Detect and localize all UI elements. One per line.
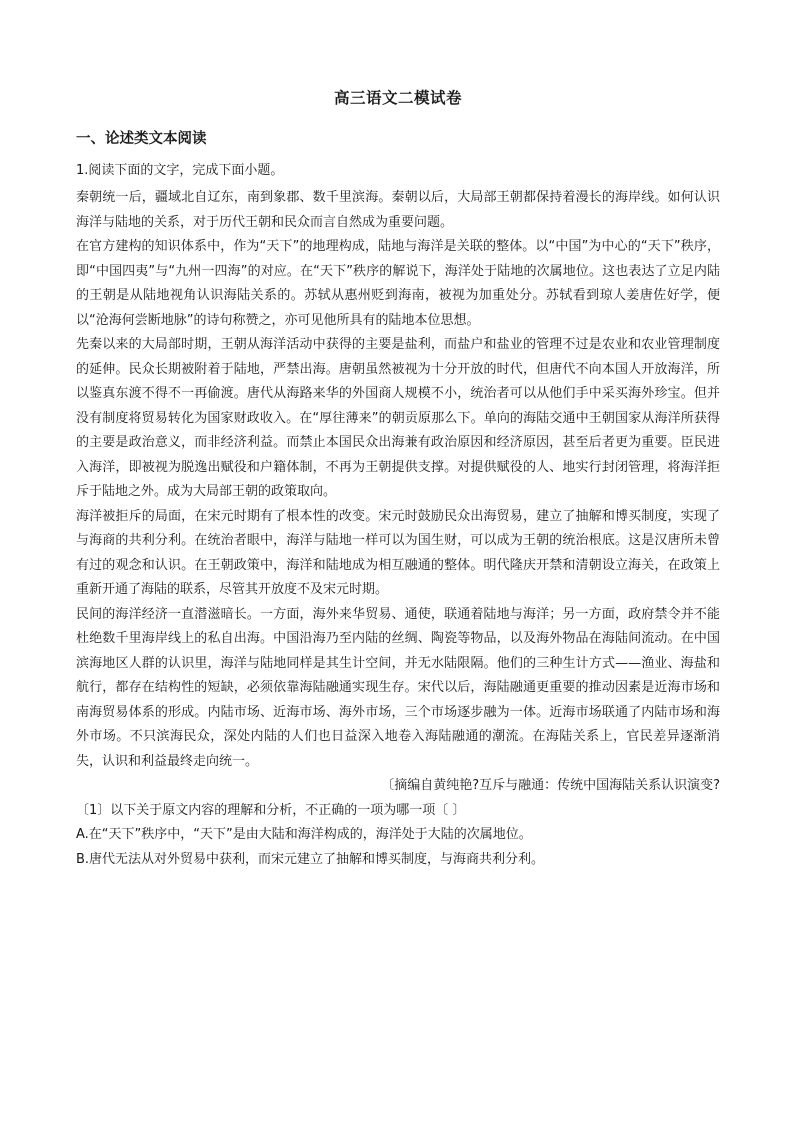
reading-passage xyxy=(76,186,720,872)
section-heading: 一、论述类文本阅读 xyxy=(76,131,207,147)
passage-paragraph-2: 在官方建构的知识体系中，作为“天下”的地理构成，陆地与海洋是关联的整体。以“中国”为中心的“天下”秩序，即“中国四夷”与“九州一四海”的对应。在“天下”秩序的解说下，海洋处于陆地的次属地位。这也表达了立足内陆的王朝是从陆地视角认识海陆关系的。苏轼从惠州贬到海南，被视为加重处分。苏轼看到琼人姜唐佐好学，便以“沧海何尝断地脉”的诗句称赞之，亦可见他所具有的陆地本位思想。 xyxy=(76,239,720,328)
passage-paragraph-3: 先秦以来的大局部时期，王朝从海洋活动中获得的主要是盐利，而盐户和盐业的管理不过是农业和农业管理制度的延伸。民众长期被附着于陆地，严禁出海。唐朝虽然被视为十分开放的时代，但唐代不向本国人开放海洋，所以鉴真东渡不得不一再偷渡。唐代从海路来华的外国商人规模不小，统治者可以从他们手中采买海外珍宝。但并没有制度将贸易转化为国家财政收入。在“厚往薄来”的朝贡原那么下。单向的海陆交通中王朝国家从海洋所获得的主要是政治意义，而非经济利益。而禁止本国民众出海兼有政治原因和经济原因，甚至后者更为重要。臣民进入海洋，即被视为脱逸出赋役和户籍体制，不再为王朝提供支撑。对提供赋役的人、地实行封闭管理，将海洋拒斥于陆地之外。成为大局部王朝的政策取向。 xyxy=(76,337,720,499)
passage-paragraph-5: 民间的海洋经济一直潜滋暗长。一方面，海外来华贸易、通使，联通着陆地与海洋；另一方面，政府禁令并不能杜绝数千里海岸线上的私自出海。中国沿海乃至内陆的丝绸、陶瓷等物品，以及海外物品在海陆间流动。在中国滨海地区人群的认识里，海洋与陆地同样是其生计空间，并无水陆限隔。他们的三种生计方式——渔业、海盐和航行，都存在结构性的短缺，必须依靠海陆融通实现生存。宋代以后，海陆融通更重要的推动因素是近海市场和南海贸易体系的形成。内陆市场、近海市场、海外市场，三个市场逐步融为一体。近海市场联通了内陆市场和海外市场。不只滨海民众，深处内陆的人们也日益深入地卷入海陆融通的潮流。在海陆关系上，官民差异逐渐消失，认识和利益最终走向统一。 xyxy=(76,606,720,769)
document-title: 高三语文二模试卷 xyxy=(333,89,462,107)
option-a: A.在“天下”秩序中，“天下”是由大陆和海洋构成的，海洋处于大陆的次属地位。 xyxy=(76,827,532,842)
question-stem: 〔1〕以下关于原文内容的理解和分析，不正确的一项为哪一项〔 〕 xyxy=(76,802,466,818)
passage-paragraph-1: 秦朝统一后，疆域北自辽东，南到象郡、数千里滨海。秦朝以后，大局部王朝都保持着漫长的海岸线。如何认识海洋与陆地的关系，对于历代王朝和民众而言自然成为重要问题。 xyxy=(76,190,720,230)
question-intro: 1.阅读下面的文字，完成下面小题。 xyxy=(76,163,284,178)
passage-source: 〔摘编自黄纯艳?互斥与融通：传统中国海陆关系认识演变? xyxy=(381,778,720,793)
passage-paragraph-4: 海洋被拒斥的局面，在宋元时期有了根本性的改变。宋元时鼓励民众出海贸易，建立了抽解和博买制度，实现了与海商的共利分利。在统治者眼中，海洋与陆地一样可以为国生财，可以成为王朝的统治根底。这是汉唐所未曾有过的观念和认识。在王朝政策中，海洋和陆地成为相互融通的整体。明代隆庆开禁和清朝设立海关，在政策上重新开通了海陆的联系，尽管其开放度不及宋元时期。 xyxy=(76,508,720,597)
option-b: B.唐代无法从对外贸易中获利，而宋元建立了抽解和博买制度，与海商共利分利。 xyxy=(76,851,545,867)
